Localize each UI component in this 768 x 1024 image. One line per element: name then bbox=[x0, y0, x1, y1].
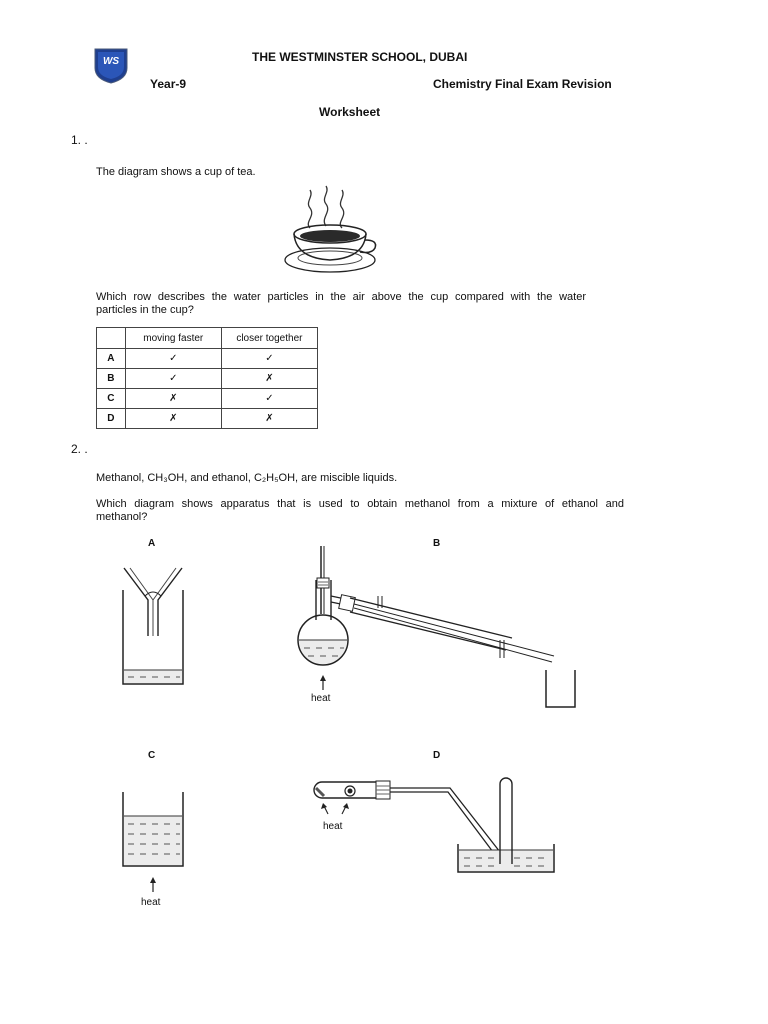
table-header-cell: closer together bbox=[221, 328, 317, 349]
table-row bbox=[97, 349, 318, 369]
table-cell: ✓ bbox=[125, 369, 221, 389]
table-cell: ✓ bbox=[221, 389, 317, 409]
table-cell: ✓ bbox=[221, 349, 317, 369]
question-1-intro: The diagram shows a cup of tea. bbox=[96, 166, 256, 178]
option-b-label: B bbox=[433, 538, 441, 549]
table-cell: ✓ bbox=[125, 349, 221, 369]
school-title: THE WESTMINSTER SCHOOL, DUBAI bbox=[252, 50, 468, 64]
table-cell: ✗ bbox=[221, 369, 317, 389]
row-key: A bbox=[97, 349, 126, 369]
course-title: Chemistry Final Exam Revision bbox=[433, 77, 612, 91]
table-cell: ✗ bbox=[125, 409, 221, 429]
row-key: C bbox=[97, 389, 126, 409]
row-key: B bbox=[97, 369, 126, 389]
diagram-d-gas-collection bbox=[310, 774, 560, 880]
table-row bbox=[97, 409, 318, 429]
option-a-label: A bbox=[148, 538, 156, 549]
row-key: D bbox=[97, 409, 126, 429]
heat-label-b: heat bbox=[311, 693, 331, 704]
heat-label-c: heat bbox=[141, 897, 161, 908]
question-1-number: 1. . bbox=[71, 133, 88, 147]
table-row bbox=[97, 369, 318, 389]
option-d-label: D bbox=[433, 750, 441, 761]
table-header-cell: moving faster bbox=[125, 328, 221, 349]
logo-text: WS bbox=[102, 56, 120, 67]
table-header-empty bbox=[97, 328, 126, 349]
school-logo bbox=[94, 48, 128, 84]
answer-table bbox=[96, 327, 318, 429]
year-label: Year-9 bbox=[150, 77, 187, 91]
table-cell: ✗ bbox=[125, 389, 221, 409]
question-2-text-line1: Which diagram shows apparatus that is used to obtain methanol from a mixture of ethanol and bbox=[96, 498, 624, 510]
table-row bbox=[97, 389, 318, 409]
heat-label-d: heat bbox=[323, 821, 343, 832]
worksheet-title: Worksheet bbox=[319, 105, 381, 119]
table-cell: ✗ bbox=[221, 409, 317, 429]
question-2-intro: Methanol, CH₃OH, and ethanol, C₂H₅OH, are miscible liquids. bbox=[96, 472, 398, 484]
table-header-row bbox=[97, 328, 318, 349]
option-c-label: C bbox=[148, 750, 156, 761]
diagram-c-evaporation bbox=[120, 790, 190, 896]
question-1-text-line2: particles in the cup? bbox=[96, 304, 194, 316]
question-1-text-line1: Which row describes the water particles in the air above the cup compared with the water bbox=[96, 291, 586, 303]
tea-cup-diagram bbox=[280, 184, 380, 278]
question-2-text-line2: methanol? bbox=[96, 511, 148, 523]
question-2-number: 2. . bbox=[71, 442, 88, 456]
diagram-b-distillation bbox=[292, 544, 582, 714]
diagram-a-filtration bbox=[120, 564, 190, 690]
